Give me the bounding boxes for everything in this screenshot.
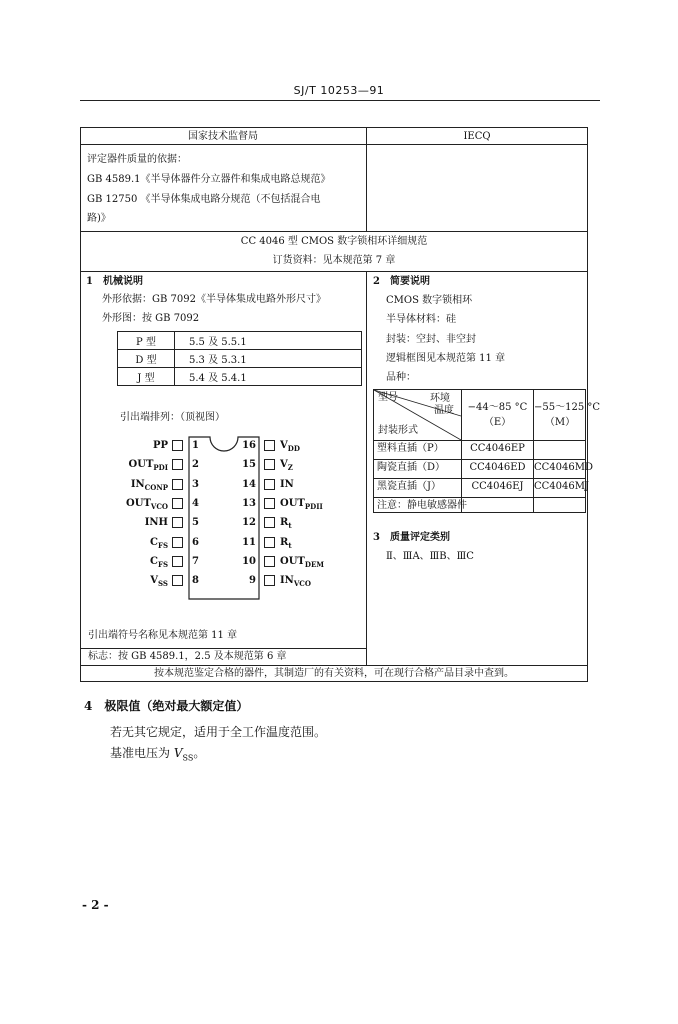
- pin-subscript: CONP: [144, 483, 168, 492]
- document-number: SJ/T 10253—91: [293, 84, 385, 97]
- pin-pad: [264, 575, 275, 586]
- basis-line-1: 评定器件质量的依据：: [87, 154, 187, 165]
- variant-pkg: 黑瓷直插（J）: [377, 481, 442, 492]
- pin-number: 1: [192, 440, 199, 451]
- brief-line-5: 品种：: [386, 372, 416, 383]
- iecq-header: IECQ: [463, 131, 491, 142]
- pin-number: 8: [192, 575, 199, 586]
- spec-title: CC 4046 型 CMOS 数字锁相环详细规范: [240, 236, 428, 247]
- pin-name: $R_t$: [280, 517, 292, 530]
- outline-drawing: 外形图：按 GB 7092: [102, 313, 200, 324]
- pin-subscript: PDII: [304, 502, 323, 511]
- pin-number: 3: [192, 479, 199, 490]
- variants-row-rule: [374, 478, 585, 479]
- pin-number: 13: [242, 498, 256, 509]
- variants-head-temp: 环境: [430, 393, 450, 404]
- pin-pad: [172, 537, 183, 548]
- pin-number: 6: [192, 537, 199, 548]
- pin-subscript: DD: [287, 444, 300, 453]
- section4-line2: [110, 744, 205, 762]
- brief-line-1: CMOS 数字锁相环: [386, 295, 473, 306]
- static-sensitive-note: 注意：静电敏感器件: [377, 500, 467, 511]
- variants-table-wrap: [373, 389, 601, 513]
- quality-section-title: 3 质量评定类别: [373, 532, 450, 543]
- pin-name: $IN_{VCO}$: [280, 575, 311, 588]
- vss-symbol: V: [173, 746, 183, 760]
- pin-pad: [264, 517, 275, 528]
- pin-pad: [264, 498, 275, 509]
- pin-name: IN: [280, 479, 294, 490]
- variants-head-pkg: 封装形式: [378, 425, 418, 436]
- pin-pad: [172, 440, 183, 451]
- package-ref: 5.3 及 5.3.1: [175, 350, 362, 368]
- basis-row-rule: [80, 231, 588, 232]
- variants-head-temp2: 温度: [434, 405, 454, 416]
- variants-table: [373, 389, 601, 513]
- variant-e: CC4046ED: [469, 462, 526, 473]
- package-row: [118, 368, 362, 386]
- middle-divider: [366, 271, 367, 665]
- basis-line-3: GB 12750 《半导体集成电路分规范（不包括混合电: [87, 194, 321, 205]
- pin-subscript: DEM: [304, 560, 325, 569]
- package-table: [117, 331, 362, 386]
- basis-line-2: GB 4589.1《半导体器件分立器件和集成电路总规范》: [87, 174, 331, 185]
- variants-row-rule: [374, 497, 585, 498]
- pin-number: 15: [242, 459, 256, 470]
- pin-pad: [172, 498, 183, 509]
- package-ref: 5.4 及 5.4.1: [175, 368, 362, 386]
- variants-row-rule: [374, 459, 585, 460]
- pin-subscript: FS: [157, 560, 168, 569]
- qualified-products-note: 按本规范鉴定合格的器件，其制造厂的有关资料，可在现行合格产品目录中查到。: [154, 668, 514, 679]
- variants-col2-range: −55～125 °C: [534, 402, 601, 413]
- package-type: D 型: [118, 350, 175, 368]
- pin-number: 2: [192, 459, 199, 470]
- variant-m: CC4046MJ: [534, 481, 589, 492]
- variant-pkg: 塑料直插（P）: [377, 443, 444, 454]
- pin-number: 4: [192, 498, 199, 509]
- pin-name: $C_{FS}$: [150, 537, 168, 550]
- outline-basis: 外形依据：GB 7092《半导体集成电路外形尺寸》: [102, 294, 326, 305]
- pin-subscript: SS: [158, 579, 168, 588]
- pin-name: $V_Z$: [280, 459, 293, 472]
- pin-name: $OUT_{DEM}$: [280, 556, 325, 569]
- page-number: - 2 -: [82, 898, 109, 912]
- variant-pkg: 陶瓷直插（D）: [377, 462, 446, 473]
- variants-col1-code: （E）: [483, 417, 512, 428]
- brief-line-2: 半导体材料：硅: [386, 314, 456, 325]
- pin-name: $OUT_{PDII}$: [280, 498, 323, 511]
- pin-pad: [264, 556, 275, 567]
- pin-name: $IN_{CONP}$: [130, 479, 168, 492]
- section4-line2-prefix: 基准电压为: [110, 746, 174, 760]
- pin-pad: [172, 575, 183, 586]
- pin-number: 7: [192, 556, 199, 567]
- pin-name: $V_{DD}$: [280, 440, 300, 453]
- pin-name: $V_{SS}$: [150, 575, 168, 588]
- national-bureau-header: 国家技术监督局: [188, 131, 258, 142]
- variant-e: CC4046EP: [470, 443, 525, 454]
- content-row-rule: [80, 665, 588, 666]
- pin-name: $C_{FS}$: [150, 556, 168, 569]
- pin-number: 12: [242, 517, 256, 528]
- brief-line-3: 封装：空封、非空封: [386, 334, 476, 345]
- variant-m: CC4046MD: [534, 462, 594, 473]
- pin-pad: [264, 440, 275, 451]
- pin-pad: [172, 479, 183, 490]
- pin-name: PP: [152, 440, 168, 451]
- pinout-title: 引出端排列：（顶视图）: [120, 412, 225, 423]
- package-type: P 型: [118, 332, 175, 350]
- basis-line-4: 路)》: [87, 213, 111, 224]
- variant-e: CC4046EJ: [471, 481, 524, 492]
- marking-note: 标志：按 GB 4589.1，2.5 及本规范第 6 章: [88, 651, 287, 662]
- vss-subscript: SS: [182, 753, 194, 763]
- pin-subscript: FS: [157, 541, 168, 550]
- section4-title: 4 极限值（绝对最大额定值）: [84, 699, 249, 713]
- package-row: [118, 350, 362, 368]
- title-row-rule: [80, 271, 588, 272]
- pin-number: 9: [249, 575, 256, 586]
- pin-number: 5: [192, 517, 199, 528]
- variants-col2-code: （M）: [544, 417, 576, 428]
- pin-number: 11: [242, 537, 256, 548]
- pin-subscript: VCO: [293, 579, 311, 588]
- pin-pad: [264, 459, 275, 470]
- package-ref: 5.5 及 5.5.1: [175, 332, 362, 350]
- pin-number: 14: [242, 479, 256, 490]
- pin-pad: [264, 479, 275, 490]
- pin-pad: [264, 537, 275, 548]
- pin-pad: [172, 517, 183, 528]
- package-row: [118, 332, 362, 350]
- variants-head-type: 型号: [378, 392, 398, 403]
- pin-symbols-note: 引出端符号名称见本规范第 11 章: [88, 630, 238, 641]
- order-info: 订货资料：见本规范第 7 章: [272, 255, 396, 266]
- pin-name: $R_t$: [280, 537, 292, 550]
- pin-pad: [172, 556, 183, 567]
- header-row-rule: [80, 144, 588, 145]
- header-rule: [80, 100, 600, 101]
- package-type: J 型: [118, 368, 175, 386]
- marking-rule: [80, 648, 366, 649]
- pin-number: 10: [242, 556, 256, 567]
- quality-categories: Ⅱ、ⅢA、ⅢB、ⅢC: [386, 551, 474, 562]
- pin-subscript: VCO: [150, 502, 168, 511]
- brief-line-4: 逻辑框图见本规范第 11 章: [386, 353, 506, 364]
- pin-subscript: t: [288, 541, 292, 550]
- brief-section-title: 2 简要说明: [373, 276, 430, 287]
- pin-subscript: PDI: [153, 463, 168, 472]
- section4-line1: 若无其它规定，适用于全工作温度范围。: [110, 725, 327, 739]
- pin-name: $OUT_{VCO}$: [126, 498, 168, 511]
- section4-line2-end: 。: [193, 746, 206, 760]
- pin-number: 16: [242, 440, 256, 451]
- pin-subscript: Z: [287, 463, 293, 472]
- pin-name: $OUT_{PDI}$: [128, 459, 168, 472]
- variants-row-rule: [374, 440, 585, 441]
- pin-subscript: t: [288, 521, 292, 530]
- pin-pad: [172, 459, 183, 470]
- variants-col1-range: −44～85 °C: [467, 402, 528, 413]
- mech-section-title: 1 机械说明: [86, 276, 143, 287]
- pin-name: INH: [144, 517, 168, 528]
